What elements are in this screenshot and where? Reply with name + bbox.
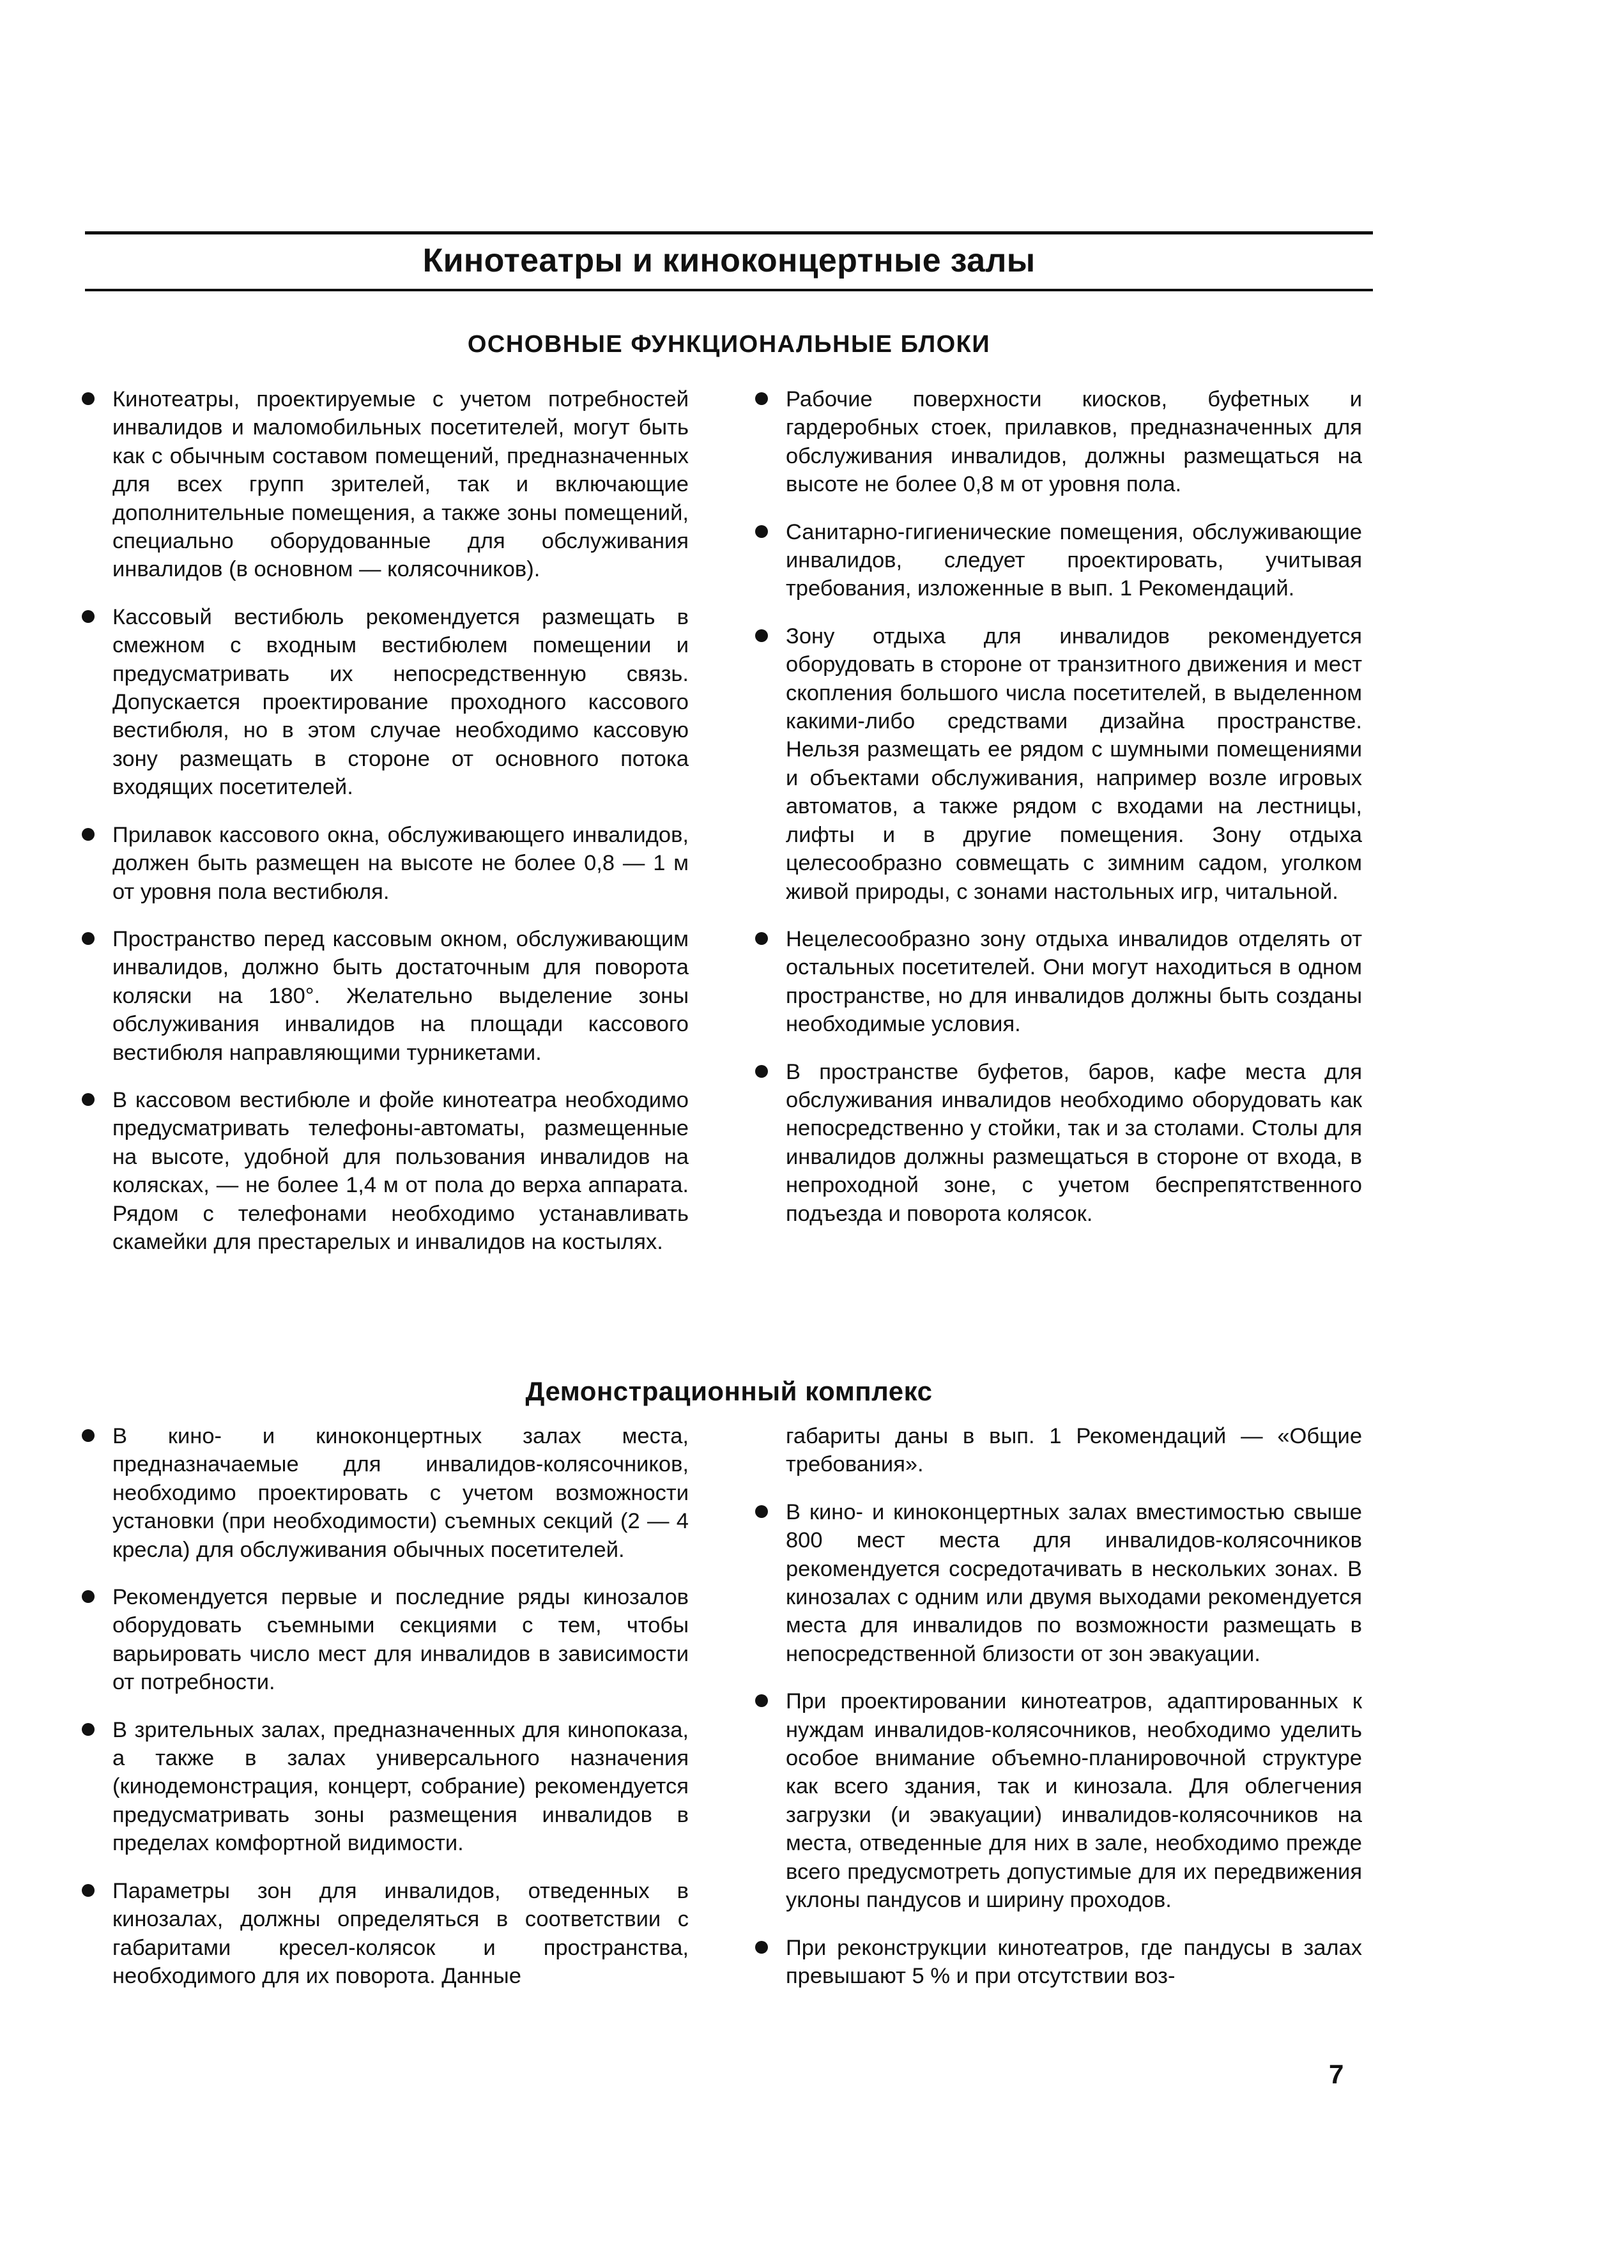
paragraph-text: В кино- и киноконцертных залах вместимостью свыше 800 мест места для инвалидов-колясочников рекомендуется сосредотачивать в нескольких зонах. В кинозалах с одним или двумя выходами рекомендуется места для инвалидов по возможности размещать в непосредственной близости от зон эвакуации. xyxy=(786,1499,1362,1666)
bullet-icon xyxy=(82,610,95,623)
list-item xyxy=(82,1583,689,1697)
bullet-icon xyxy=(755,629,768,642)
paragraph-text: В пространстве буфетов, баров, кафе места для обслуживания инвалидов необходимо оборудовать как непосредственно у стойки, так и за столами. Столы для инвалидов должны размещаться в стороне от входа, в непроходной зоне, с учетом беспрепятственного подъезда и поворота колясок. xyxy=(786,1059,1362,1226)
list-item xyxy=(82,385,689,584)
list-item xyxy=(82,821,689,906)
paragraph-text: Рабочие поверхности киосков, буфетных и гардеробных стоек, прилавков, предназначенных для обслуживания инвалидов, должны размещаться на высоте не более 0,8 м от уровня пола. xyxy=(786,387,1362,497)
bullet-icon xyxy=(82,1093,95,1106)
paragraph-continuation xyxy=(755,1422,1362,1479)
bullet-icon xyxy=(755,932,768,945)
paragraph-text: Нецелесообразно зону отдыха инвалидов отделять от остальных посетителей. Они могут находиться в одном пространстве, но для инвалидов должны быть созданы необходимые условия. xyxy=(786,926,1362,1037)
paragraph-text: В кино- и киноконцертных залах места, предназначаемые для инвалидов-колясочников, необходимо проектировать с учетом возможности установки (при необходимости) съемных секций (2 — 4 кресла) для обслуживания обычных посетителей. xyxy=(112,1424,689,1562)
paragraph-text: В кассовом вестибюле и фойе кинотеатра необходимо предусматривать телефоны-автоматы, размещенные на высоте, удобной для пользования инвалидов на колясках, — не более 1,4 м от пола до верха аппарата. Рядом с телефонами необходимо устанавливать скамейки для престарелых и инвалидов на костылях. xyxy=(112,1087,689,1254)
section2-right-column xyxy=(755,1422,1362,2009)
paragraph-text: Пространство перед кассовым окном, обслуживающим инвалидов, должно быть достаточным для поворота коляски на 180°. Желательно выделение зоны обслуживания инвалидов на площади кассового вестибюля направляющими турникетами. xyxy=(112,926,689,1065)
bullet-icon xyxy=(755,392,768,405)
paragraph-text: Санитарно-гигиенические помещения, обслуживающие инвалидов, следует проектировать, учитывая требования, изложенные в вып. 1 Рекомендаций. xyxy=(786,519,1362,601)
bullet-icon xyxy=(755,1505,768,1518)
paragraph-text: При реконструкции кинотеатров, где пандусы в залах превышают 5 % и при отсутствии воз- xyxy=(786,1935,1362,1988)
list-item xyxy=(755,1687,1362,1914)
list-item xyxy=(82,1422,689,1564)
paragraph-text: Кассовый вестибюль рекомендуется размещать в смежном с входным вестибюлем помещении и предусматривать их непосредственную связь. Допускается проектирование проходного кассового вестибюля, но в этом случае необходимо кассовую зону размещать в стороне от основного потока входящих посетителей. xyxy=(112,604,689,800)
paragraph-text: габариты даны в вып. 1 Рекомендаций — «Общие требования». xyxy=(786,1424,1362,1477)
paragraph-text: Рекомендуется первые и последние ряды кинозалов оборудовать съемными секциями с тем, чтобы варьировать число мест для инвалидов в зависимости от потребности. xyxy=(112,1585,689,1695)
paragraph-text: В зрительных залах, предназначенных для кинопоказа, а также в залах универсального назначения (кинодемонстрация, концерт, собрание) рекомендуется предусматривать зоны размещения инвалидов в пределах комфортной видимости. xyxy=(112,1717,689,1856)
list-item xyxy=(755,1934,1362,1991)
paragraph-text: При проектировании кинотеатров, адаптированных к нуждам инвалидов-колясочников, необходимо уделить особое внимание объемно-планировочной структуре как всего здания, так и кинозала. Для облегчения загрузки (и эвакуации) инвалидов-колясочников на места, отведенные для них в зале, необходимо прежде всего предусмотреть допустимые для их передвижения уклоны пандусов и ширину проходов. xyxy=(786,1689,1362,1913)
section1-left-column xyxy=(82,385,689,1275)
section2-left-column xyxy=(82,1422,689,2009)
paragraph-text: Параметры зон для инвалидов, отведенных в кинозалах, должны определяться в соответствии с габаритами кресел-колясок и пространства, необходимого для их поворота. Данные xyxy=(112,1878,689,1988)
bullet-icon xyxy=(755,1065,768,1078)
list-item xyxy=(755,925,1362,1039)
page-number: 7 xyxy=(1329,2059,1344,2089)
bullet-icon xyxy=(82,828,95,841)
bullet-icon xyxy=(755,1694,768,1707)
section1-right-column xyxy=(755,385,1362,1247)
bullet-icon xyxy=(82,1590,95,1603)
paragraph-text: Зону отдыха для инвалидов рекомендуется оборудовать в стороне от транзитного движения и мест скопления большого числа посетителей, в выделенном какими-либо средствами дизайна пространстве. Нельзя размещать ее рядом с шумными помещениями и объектами обслуживания, например возле игровых автоматов, а также рядом с входами на лестницы, лифты и в другие помещения. Зону отдыха целесообразно совмещать с зимним садом, уголком живой природы, с зонами настольных игр, читальной. xyxy=(786,624,1362,904)
paragraph-text: Кинотеатры, проектируемые с учетом потребностей инвалидов и маломобильных посетителей, могут быть как с обычным составом помещений, предназначенных для всех групп зрителей, так и включающие дополнительные помещения, а также зоны помещений, специально оборудованные для обслуживания инвалидов (в основном — колясочников). xyxy=(112,387,689,582)
title-bottom-rule xyxy=(85,289,1373,291)
bullet-icon xyxy=(82,1884,95,1897)
list-item xyxy=(82,1877,689,1991)
bullet-icon xyxy=(82,1723,95,1736)
list-item xyxy=(82,1716,689,1858)
section-heading-functional-blocks: ОСНОВНЫЕ ФУНКЦИОНАЛЬНЫЕ БЛОКИ xyxy=(467,331,991,358)
list-item xyxy=(755,1498,1362,1668)
bullet-icon xyxy=(82,1429,95,1442)
list-item xyxy=(82,925,689,1067)
bullet-icon xyxy=(82,932,95,945)
bullet-icon xyxy=(755,1941,768,1954)
bullet-icon xyxy=(82,392,95,405)
list-item xyxy=(755,518,1362,603)
list-item xyxy=(755,385,1362,499)
list-item xyxy=(82,1086,689,1256)
list-item xyxy=(755,622,1362,906)
page-title: Кинотеатры и киноконцертные залы xyxy=(422,242,1036,279)
bullet-icon xyxy=(755,525,768,538)
list-item xyxy=(82,603,689,802)
list-item xyxy=(755,1058,1362,1228)
paragraph-text: Прилавок кассового окна, обслуживающего инвалидов, должен быть размещен на высоте не более 0,8 — 1 м от уровня пола вестибюля. xyxy=(112,822,689,904)
section-heading-demonstration-complex: Демонстрационный комплекс xyxy=(525,1376,933,1406)
